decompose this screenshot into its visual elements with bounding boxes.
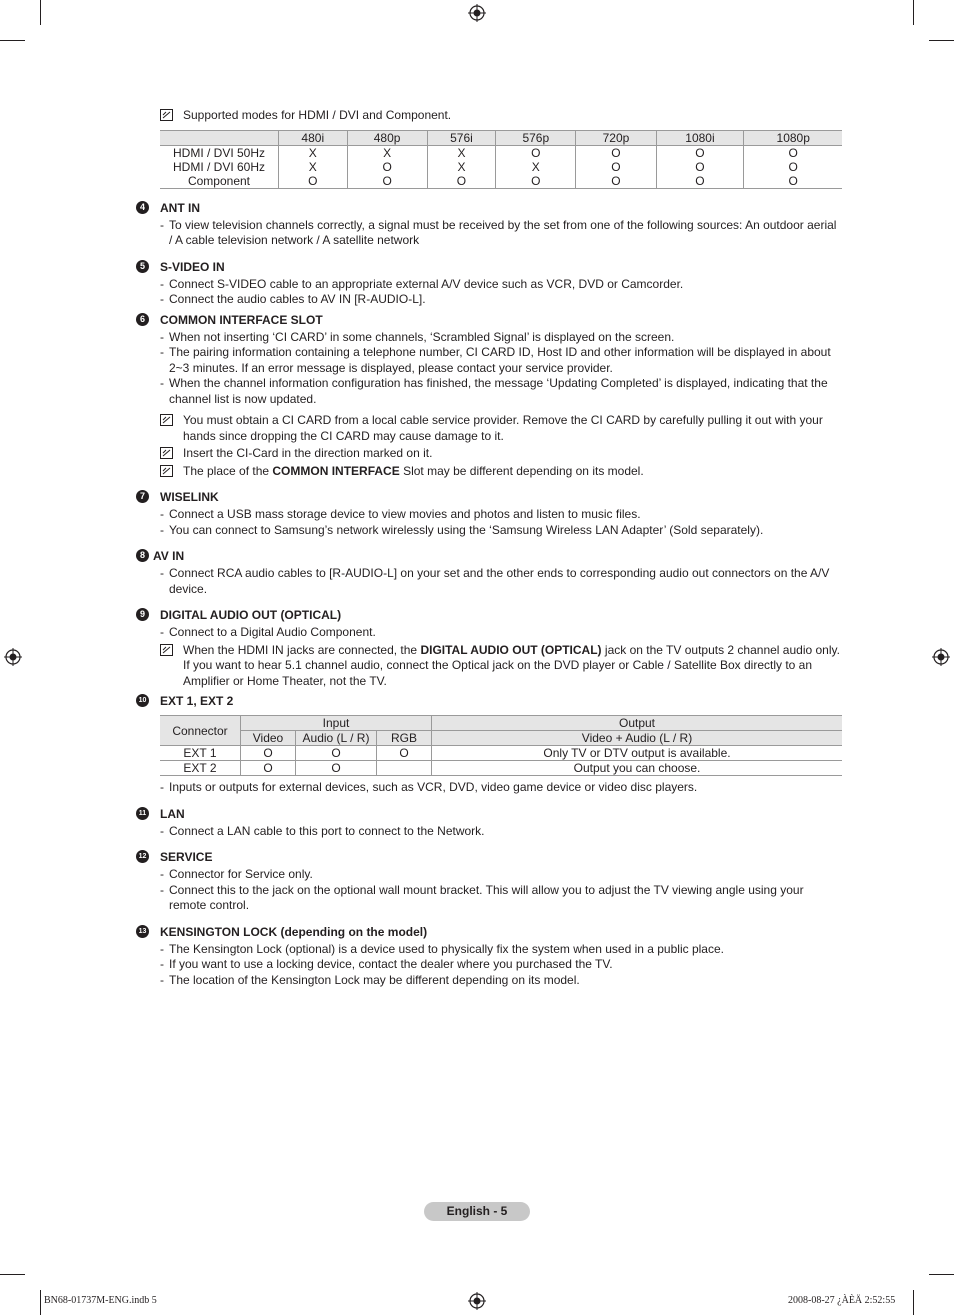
table-cell: O [296,761,377,776]
table-cell: O [377,746,432,761]
table-cell: O [241,761,296,776]
section-title [136,607,843,623]
table-header-cell: 576i [427,130,496,145]
section-number-badge: 13 [136,925,149,938]
section-title [136,849,843,865]
section-number-badge: 5 [136,260,149,273]
bullet-line: - If you want to use a locking device, contact the dealer where you purchased the TV. [136,957,843,973]
note [136,108,843,124]
section-number-badge: 6 [136,313,149,326]
table-cell: EXT 1 [160,746,241,761]
table-cell: HDMI / DVI 50Hz [172,145,265,160]
table-cell: O [241,746,296,761]
section-title-text: S-VIDEO IN [160,259,225,274]
note-icon [160,644,173,656]
note-text: Slot may be different depending on its model. [399,463,644,478]
table-header-cell: Video [241,731,296,746]
section-title [136,924,843,940]
imprint-file: BN68-01737M-ENG.indb 5 [44,1295,157,1306]
section-title-text: AV IN [153,549,185,563]
table-cell: X [427,160,496,174]
table-row [160,174,842,189]
note-text: The place of the [183,463,273,478]
bullet-line: - Connect a USB mass storage device to view movies and photos and listen to music files. [136,507,843,523]
section-title [136,259,843,275]
section-title [136,693,843,709]
note-bold-text: COMMON INTERFACE [272,463,400,478]
bullet-line: - The pairing information containing a telephone number, CI CARD ID, Host ID and other information will be displayed in about 2~3 minutes. If an error message is displayed, please contact your service provider. [136,345,843,376]
table-header-row [160,731,842,746]
registration-mark-icon [468,1292,486,1310]
table-cell: O [347,160,427,174]
table-header-cell: 1080p [744,130,842,145]
bullet-line: - Inputs or outputs for external devices, such as VCR, DVD, video game device or video disc players. [136,780,843,796]
table-cell: O [744,145,842,160]
crop-mark [40,0,41,25]
table-cell: O [279,174,348,189]
table-cell: O [656,145,744,160]
registration-mark-icon [468,4,486,22]
bullet-line: - Connect RCA audio cables to [R-AUDIO-L] on your set and the other ends to corresponding audio out connectors on the A/V device. [136,566,843,597]
table-cell: O [744,174,842,189]
crop-mark [929,1274,954,1275]
table-header-cell: 480i [279,130,348,145]
table-cell: O [347,174,427,189]
page-number-badge: English - 5 [424,1202,530,1221]
note [136,446,843,462]
ext-table [160,715,842,776]
table-cell: X [279,145,348,160]
table-header-cell [160,130,279,145]
supported-modes-table [160,130,842,189]
crop-mark [913,1290,914,1315]
imprint-timestamp: 2008-08-27 ¿ÀÈÄ 2:52:55 [788,1295,896,1306]
table-cell: Component [160,174,279,189]
section-kensington-lock [136,924,843,989]
crop-mark [0,1274,25,1275]
section-title-text: DIGITAL AUDIO OUT (OPTICAL) [160,608,342,622]
table-cell: O [576,145,656,160]
section-wiselink [136,489,843,538]
bullet-line: - Connector for Service only. [136,867,843,883]
bullet-line: - Connect the audio cables to AV IN [R-AUDIO-L]. [136,292,843,308]
registration-mark-icon [4,648,22,666]
table-cell: Only TV or DTV output is available. [432,746,843,761]
section-service [136,849,843,914]
table-header-cell: Connector [160,716,241,746]
table-cell: O [496,145,576,160]
bullet-line: - Connect to a Digital Audio Component. [136,625,843,641]
table-cell: Output you can choose. [432,761,843,776]
table-cell: O [496,174,576,189]
section-av-in [136,548,843,597]
table-cell: O [656,160,744,174]
table-cell: O [656,174,744,189]
crop-mark [40,1290,41,1315]
crop-mark [0,40,25,41]
table-cell: O [296,746,377,761]
section-title-text: ANT IN [160,200,200,215]
section-number-badge: 8 [136,549,149,562]
section-title [136,489,843,505]
note-text: When the HDMI IN jacks are connected, the [183,642,421,657]
table-cell: X [496,160,576,174]
registration-mark-icon [932,648,950,666]
section-common-interface-slot [136,312,843,480]
section-title-text: KENSINGTON LOCK (depending on the model) [160,924,428,939]
note-icon [160,447,173,459]
note-text: Supported modes for HDMI / DVI and Component. [183,108,452,122]
section-number-badge: 12 [136,850,149,863]
table-cell: HDMI / DVI 60Hz [172,159,265,174]
table-row [160,145,842,160]
bullet-line: - You can connect to Samsung’s network wirelessly using the ‘Samsung Wireless LAN Adapter’ (Sold separately). [136,523,843,539]
crop-mark [929,40,954,41]
table-header-cell: 480p [347,130,427,145]
table-header-cell: Output [432,716,843,731]
table-row [160,746,842,761]
table-row [160,160,842,174]
note [136,464,843,480]
table-header-cell: Input [241,716,432,731]
note [136,413,843,444]
section-title-text: LAN [160,806,185,821]
section-title-text: EXT 1, EXT 2 [160,694,234,708]
note-bold-text: DIGITAL AUDIO OUT (OPTICAL) [420,642,602,657]
section-number-badge: 4 [136,201,149,214]
section-number-badge: 10 [136,694,149,707]
table-cell: X [427,145,496,160]
bullet-line: - When not inserting ‘CI CARD’ in some channels, ‘Scrambled Signal’ is displayed on the screen. [136,330,843,346]
table-header-cell: RGB [377,731,432,746]
table-header-row [160,130,842,145]
table-header-cell: 720p [576,130,656,145]
section-ant-in [136,200,843,249]
section-title [136,312,843,328]
section-number-badge: 11 [136,807,149,820]
section-number-badge: 7 [136,490,149,503]
note-icon [160,465,173,477]
section-title [136,200,843,216]
note-icon [160,109,173,121]
table-header-cell: Video + Audio (L / R) [432,731,843,746]
section-title-text: SERVICE [160,850,213,864]
section-title [136,548,843,564]
section-ext [136,693,843,796]
table-cell: O [744,160,842,174]
table-header-cell: 1080i [656,130,744,145]
bullet-line: - The location of the Kensington Lock may be different depending on its model. [136,973,843,989]
table-cell: X [279,160,348,174]
section-title-text: COMMON INTERFACE SLOT [160,312,323,327]
table-cell: X [347,145,427,160]
bullet-line: - Connect a LAN cable to this port to connect to the Network. [136,824,843,840]
note-text: jack on the TV outputs 2 channel audio only. If you want to hear 5.1 channel audio, connect the Optical jack on the DVD player or Cable / Satellite Box directly to an Amplifier or Home Theater, not the TV. [183,642,840,688]
section-digital-audio-out [136,607,843,689]
crop-mark [913,0,914,25]
bullet-line: - To view television channels correctly, a signal must be received by the set from one of the following sources: An outdoor aerial / A cable television network / A satellite network [136,218,843,249]
note-text: You must obtain a CI CARD from a local cable service provider. Remove the CI CARD by carefully pulling it out with your hands since dropping the CI CARD may cause damage to it. [183,413,823,443]
section-s-video-in [136,259,843,308]
bullet-line: - When the channel information configuration has finished, the message ‘Updating Completed’ is displayed, indicating that the channel list is now updated. [136,376,843,407]
note [136,643,843,690]
bullet-line: - Connect S-VIDEO cable to an appropriate external A/V device such as VCR, DVD or Camcorder. [136,277,843,293]
table-cell: O [427,174,496,189]
section-number-badge: 9 [136,608,149,621]
note-text: Insert the CI-Card in the direction marked on it. [183,446,433,460]
table-row [160,761,842,776]
table-header-cell: Audio (L / R) [296,731,377,746]
table-cell: EXT 2 [160,761,241,776]
section-lan [136,806,843,840]
table-cell [377,761,432,776]
table-cell: O [576,160,656,174]
page-content [136,108,843,988]
section-title-text: WISELINK [160,490,219,504]
section-title [136,806,843,822]
note-icon [160,414,173,426]
bullet-line: - Connect this to the jack on the optional wall mount bracket. This will allow you to adjust the TV viewing angle using your remote control. [136,883,843,914]
table-cell: O [576,174,656,189]
table-header-row [160,716,842,731]
bullet-line: - The Kensington Lock (optional) is a device used to physically fix the system when used in a public place. [136,942,843,958]
table-header-cell: 576p [496,130,576,145]
